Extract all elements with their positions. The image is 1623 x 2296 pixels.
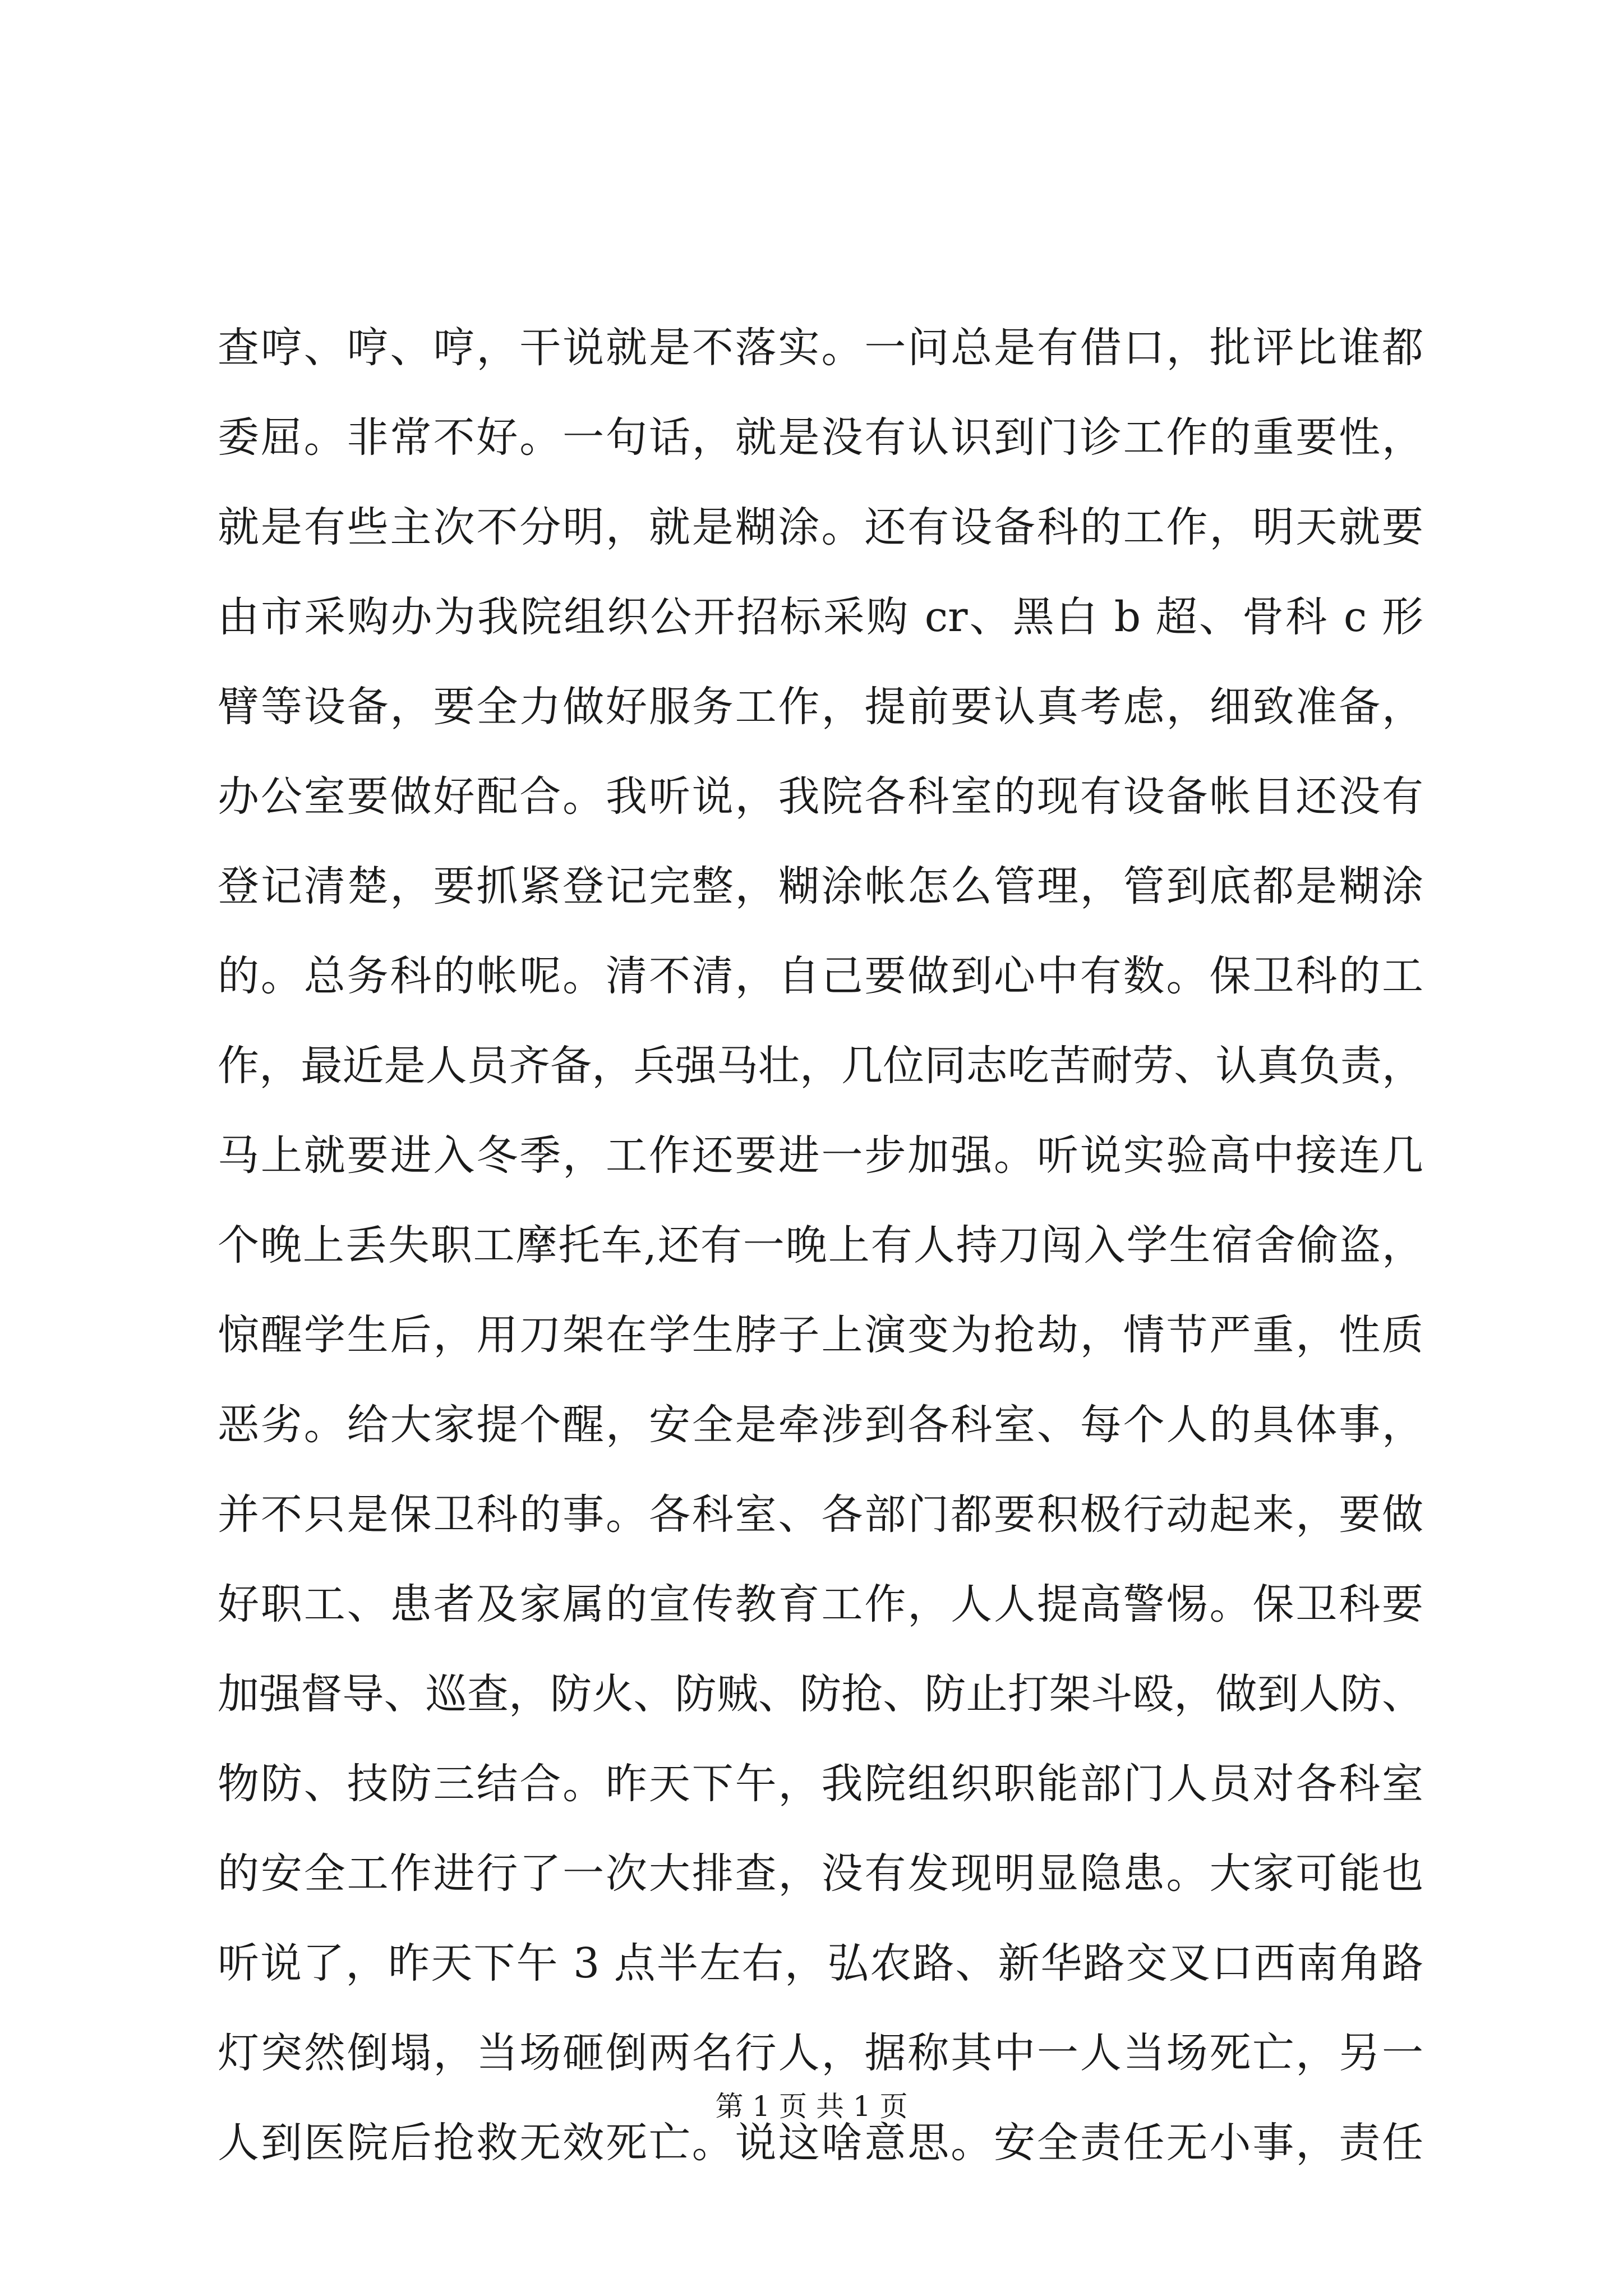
text-line: 的安全工作进行了一次大排查，没有发现明显隐患。大家可能也 <box>218 1849 1423 1898</box>
text-line: 好职工、患者及家属的宣传教育工作，人人提高警惕。保卫科要 <box>218 1580 1423 1628</box>
page-footer: 第 1 页 共 1 页 <box>715 2090 908 2123</box>
text-line: 办公室要做好配合。我听说，我院各科室的现有设备帐目还没有 <box>218 772 1423 821</box>
text-line: 并不只是保卫科的事。各科室、各部门都要积极行动起来，要做 <box>218 1490 1423 1539</box>
text-line: 恶劣。给大家提个醒，安全是牵涉到各科室、每个人的具体事， <box>218 1401 1423 1449</box>
text-line: 人到医院后抢救无效死亡。说这啥意思。安全责任无小事，责任 <box>218 2119 1423 2167</box>
text-line: 惊醒学生后，用刀架在学生脖子上演变为抢劫，情节严重，性质 <box>218 1311 1423 1359</box>
text-line: 加强督导、巡查，防火、防贼、防抢、防止打架斗殴，做到人防、 <box>218 1670 1423 1718</box>
text-line: 的。总务科的帐呢。清不清，自己要做到心中有数。保卫科的工 <box>218 952 1423 1000</box>
text-line: 灯突然倒塌，当场砸倒两名行人，据称其中一人当场死亡，另一 <box>218 2029 1423 2077</box>
text-line: 臂等设备，要全力做好服务工作，提前要认真考虑，细致准备， <box>218 683 1423 731</box>
text-line: 个晚上丢失职工摩托车,还有一晚上有人持刀闯入学生宿舍偷盗， <box>218 1221 1423 1269</box>
text-line: 查哼、哼、哼，干说就是不落实。一问总是有借口，批评比谁都 <box>218 324 1423 372</box>
text-line: 作，最近是人员齐备，兵强马壮，几位同志吃苦耐劳、认真负责， <box>218 1042 1423 1090</box>
body-paragraph <box>218 303 1423 2188</box>
text-line: 就是有些主次不分明，就是糊涂。还有设备科的工作，明天就要 <box>218 503 1423 551</box>
text-line: 委屈。非常不好。一句话，就是没有认识到门诊工作的重要性， <box>218 413 1423 462</box>
text-line: 登记清楚，要抓紧登记完整，糊涂帐怎么管理，管到底都是糊涂 <box>218 862 1423 910</box>
text-line: 由市采购办为我院组织公开招标采购 cr、黑白 b 超、骨科 c 形 <box>218 593 1423 641</box>
text-line: 听说了，昨天下午 3 点半左右，弘农路、新华路交叉口西南角路 <box>218 1939 1423 1987</box>
text-line: 物防、技防三结合。昨天下午，我院组织职能部门人员对各科室 <box>218 1760 1423 1808</box>
text-line: 马上就要进入冬季，工作还要进一步加强。听说实验高中接连几 <box>218 1131 1423 1180</box>
